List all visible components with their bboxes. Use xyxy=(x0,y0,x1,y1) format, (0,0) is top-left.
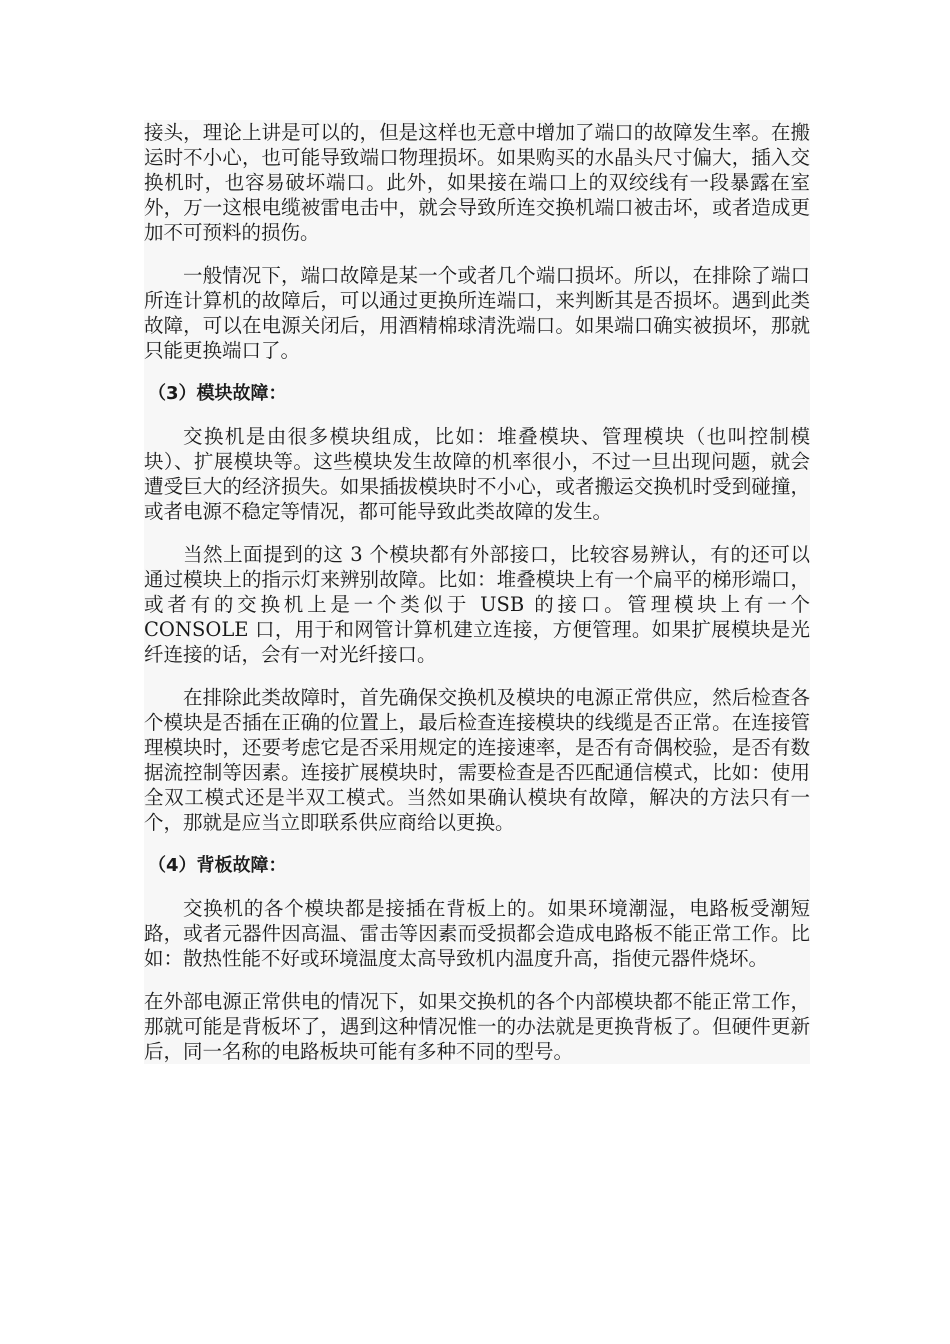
paragraph-port-damage-causes: 接头，理论上讲是可以的，但是这样也无意中增加了端口的故障发生率。在搬运时不小心，也可能导致端口物理损坏。如果购买的水晶头尺寸偏大，插入交换机时，也容易破坏端口。此外，如果接在端口上的双绞线有一段暴露在室外，万一这根电缆被雷电击中，就会导致所连交换机端口被击坏，或者造成更加不可预料的损伤。 xyxy=(144,121,810,244)
paragraph-backplane-replacement: 在外部电源正常供电的情况下，如果交换机的各个内部模块都不能正常工作，那就可能是背板坏了，遇到这种情况惟一的办法就是更换背板了。但硬件更新后，同一名称的电路板块可能有多种不同的型号。 xyxy=(144,990,810,1063)
paragraph-port-fault-handling: 一般情况下，端口故障是某一个或者几个端口损坏。所以，在排除了端口所连计算机的故障后，可以通过更换所连端口，来判断其是否损坏。遇到此类故障，可以在电源关闭后，用酒精棉球清洗端口。如果端口确实被损坏，那就只能更换端口了。 xyxy=(144,264,810,362)
document-body xyxy=(144,120,810,1064)
paragraph-module-interfaces: 当然上面提到的这 3 个模块都有外部接口，比较容易辨认，有的还可以通过模块上的指示灯来辨别故障。比如：堆叠模块上有一个扁平的梯形端口，或者有的交换机上是一个类似于 USB 的接口。管理模块上有一个 CONSOLE 口，用于和网管计算机建立连接，方便管理。如果扩展模块是光纤连接的话，会有一对光纤接口。 xyxy=(144,543,810,666)
paragraph-module-overview: 交换机是由很多模块组成，比如：堆叠模块、管理模块（也叫控制模块）、扩展模块等。这些模块发生故障的机率很小，不过一旦出现问题，就会遭受巨大的经济损失。如果插拔模块时不小心，或者搬运交换机时受到碰撞，或者电源不稳定等情况，都可能导致此类故障的发生。 xyxy=(144,425,810,523)
heading-module-fault: （3）模块故障： xyxy=(148,383,287,404)
heading-backplane-fault: （4）背板故障： xyxy=(148,855,287,876)
paragraph-module-troubleshooting: 在排除此类故障时，首先确保交换机及模块的电源正常供应，然后检查各个模块是否插在正确的位置上，最后检查连接模块的线缆是否正常。在连接管理模块时，还要考虑它是否采用规定的连接速率，是否有奇偶校验，是否有数据流控制等因素。连接扩展模块时，需要检查是否匹配通信模式，比如：使用全双工模式还是半双工模式。当然如果确认模块有故障，解决的方法只有一个，那就是应当立即联系供应商给以更换。 xyxy=(144,686,810,834)
paragraph-backplane-causes: 交换机的各个模块都是接插在背板上的。如果环境潮湿，电路板受潮短路，或者元器件因高温、雷击等因素而受损都会造成电路板不能正常工作。比如：散热性能不好或环境温度太高导致机内温度升高，指使元器件烧坏。 xyxy=(144,897,810,970)
